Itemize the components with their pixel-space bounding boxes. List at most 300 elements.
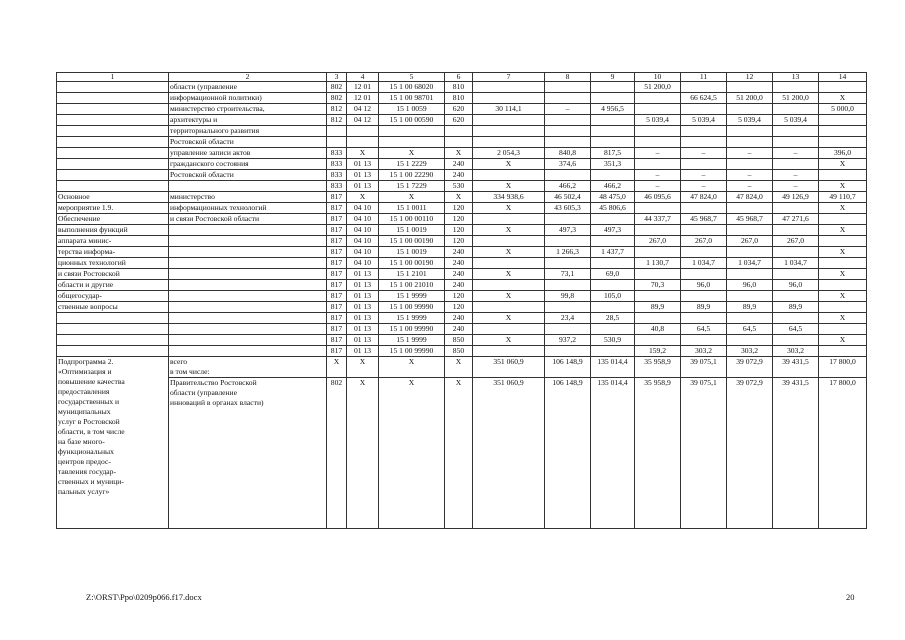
executor-cell: управление записи актов [169,148,327,159]
value-cell: 120 [445,203,473,214]
value-cell: 45 806,6 [591,203,635,214]
value-cell: 01 13 [347,280,379,291]
value-cell: 240 [445,313,473,324]
value-cell: X [445,148,473,159]
value-cell: 530 [445,181,473,192]
value-cell: 105,0 [591,291,635,302]
value-cell: 240 [445,247,473,258]
value-cell: 39 075,1 [681,378,727,529]
value-cell: 120 [445,302,473,313]
government-label-cell [169,378,327,529]
table-row [57,225,867,236]
value-cell: 833 [327,170,347,181]
value-cell [473,302,545,313]
value-cell [819,126,867,137]
table-row [57,247,867,258]
value-cell: 351,3 [591,159,635,170]
value-cell: 51 200,0 [773,93,819,104]
value-cell: 817 [327,203,347,214]
value-cell [681,104,727,115]
executor-cell [169,291,327,302]
value-cell: – [773,181,819,192]
executor-cell: гражданского состояния [169,159,327,170]
header-cell: 10 [635,73,681,82]
value-cell: 15 1 00 00190 [379,258,445,269]
value-cell: 120 [445,236,473,247]
value-cell: 466,2 [545,181,591,192]
subprogram-government-row [57,378,867,529]
value-cell: 267,0 [635,236,681,247]
value-cell: – [635,181,681,192]
value-cell [591,126,635,137]
program-cell [57,170,169,181]
value-cell: 89,9 [681,302,727,313]
value-cell: 15 1 9999 [379,335,445,346]
value-cell: X [473,313,545,324]
value-cell: 23,4 [545,313,591,324]
value-cell: 120 [445,291,473,302]
value-cell [545,302,591,313]
value-cell: X [327,357,347,378]
value-cell: 240 [445,170,473,181]
value-cell [545,324,591,335]
table-row [57,346,867,357]
subprogram-title-line: на базе много- [58,437,105,446]
value-cell: X [473,159,545,170]
value-cell [819,324,867,335]
value-cell: 15 1 00 00190 [379,236,445,247]
value-cell: 5 000,0 [819,104,867,115]
value-cell: X [347,357,379,378]
table-row [57,192,867,203]
value-cell [545,126,591,137]
value-cell: 802 [327,378,347,529]
program-cell: общегосудар- [57,291,169,302]
header-row [57,73,867,82]
executor-cell [169,302,327,313]
value-cell [681,335,727,346]
value-cell [445,126,473,137]
value-cell: – [727,181,773,192]
program-cell: выполнения функций [57,225,169,236]
footer-file-path: Z:\ORST\Ppo\0209p066.f17.docx [86,592,202,602]
header-cell: 11 [681,73,727,82]
value-cell: 120 [445,214,473,225]
value-cell: X [473,335,545,346]
value-cell: X [473,291,545,302]
value-cell [635,225,681,236]
value-cell: 5 039,4 [635,115,681,126]
executor-cell: министерство строительства, [169,104,327,115]
value-cell: 817 [327,324,347,335]
value-cell: 01 13 [347,335,379,346]
value-cell [681,313,727,324]
value-cell [591,236,635,247]
value-cell: X [819,291,867,302]
value-cell [635,291,681,302]
value-cell: 39 431,5 [773,357,819,378]
table-row [57,203,867,214]
value-cell [773,82,819,93]
value-cell: X [473,181,545,192]
executor-cell [169,313,327,324]
value-cell [727,247,773,258]
value-cell: 135 014,4 [591,378,635,529]
program-cell [57,82,169,93]
value-cell [773,137,819,148]
value-cell: 17 800,0 [819,378,867,529]
program-cell: ственные вопросы [57,302,169,313]
value-cell [727,159,773,170]
value-cell [473,170,545,181]
value-cell: 64,5 [681,324,727,335]
value-cell: 937,2 [545,335,591,346]
value-cell [819,137,867,148]
value-cell: 15 1 0011 [379,203,445,214]
total-label-line: в том числе: [170,367,210,376]
value-cell: 30 114,1 [473,104,545,115]
header-cell: 6 [445,73,473,82]
header-cell: 7 [473,73,545,82]
table-row [57,269,867,280]
value-cell [681,269,727,280]
value-cell: 374,6 [545,159,591,170]
value-cell: – [681,148,727,159]
value-cell: X [347,148,379,159]
subprogram-title-line: области, в том числе [58,427,125,436]
value-cell [727,225,773,236]
value-cell: 833 [327,148,347,159]
value-cell: 15 1 0019 [379,247,445,258]
header-cell: 1 [57,73,169,82]
value-cell: 40,8 [635,324,681,335]
value-cell: 120 [445,225,473,236]
value-cell: 49 126,9 [773,192,819,203]
value-cell [635,335,681,346]
value-cell [635,137,681,148]
value-cell [347,137,379,148]
value-cell [727,335,773,346]
value-cell: 15 1 00 99990 [379,302,445,313]
value-cell: – [545,104,591,115]
executor-cell: министерство [169,192,327,203]
executor-cell: архитектуры и [169,115,327,126]
value-cell: 15 1 00 00110 [379,214,445,225]
value-cell [773,225,819,236]
value-cell: X [445,357,473,378]
value-cell [819,346,867,357]
value-cell [591,324,635,335]
subprogram-title-cell [57,357,169,529]
value-cell: 817 [327,247,347,258]
value-cell: 817 [327,214,347,225]
value-cell: 70,3 [635,280,681,291]
value-cell: 267,0 [681,236,727,247]
subprogram-title-line: тавления государ- [58,467,117,476]
program-cell: терства информа- [57,247,169,258]
value-cell: – [773,170,819,181]
program-cell [57,313,169,324]
value-cell: 817,5 [591,148,635,159]
value-cell: X [473,269,545,280]
header-cell: 4 [347,73,379,82]
value-cell [591,82,635,93]
value-cell: 96,0 [773,280,819,291]
value-cell [545,236,591,247]
executor-cell [169,324,327,335]
value-cell: 817 [327,346,347,357]
value-cell [819,258,867,269]
value-cell [773,335,819,346]
value-cell: 833 [327,181,347,192]
value-cell: 64,5 [773,324,819,335]
program-cell: области и другие [57,280,169,291]
value-cell: 240 [445,269,473,280]
value-cell: 850 [445,346,473,357]
value-cell: 15 1 7229 [379,181,445,192]
value-cell: 64,5 [727,324,773,335]
value-cell [545,170,591,181]
value-cell: 01 13 [347,346,379,357]
subprogram-title-line: ственных и муници- [58,477,124,486]
value-cell [591,302,635,313]
value-cell: 15 1 00 68020 [379,82,445,93]
value-cell: X [379,192,445,203]
header-cell: 14 [819,73,867,82]
value-cell: 47 271,6 [773,214,819,225]
value-cell [635,247,681,258]
value-cell [545,214,591,225]
value-cell: 810 [445,93,473,104]
subprogram-title-line: муниципальных [58,407,111,416]
program-cell: Основное [57,192,169,203]
value-cell: 466,2 [591,181,635,192]
value-cell [773,291,819,302]
value-cell [445,137,473,148]
executor-cell: Ростовской области [169,170,327,181]
value-cell: 810 [445,82,473,93]
value-cell [681,225,727,236]
table-row [57,324,867,335]
value-cell: 2 054,3 [473,148,545,159]
value-cell: 01 13 [347,181,379,192]
executor-cell: информационных технологий [169,203,327,214]
value-cell: 15 1 00 99990 [379,346,445,357]
value-cell: 303,2 [681,346,727,357]
value-cell: 303,2 [773,346,819,357]
value-cell [591,346,635,357]
government-label-line: инноваций в органах власти) [170,398,264,407]
value-cell [819,280,867,291]
value-cell [819,115,867,126]
value-cell: 01 13 [347,159,379,170]
header-cell: 2 [169,73,327,82]
value-cell: 89,9 [635,302,681,313]
value-cell: 01 13 [347,302,379,313]
value-cell: 303,2 [727,346,773,357]
table-row [57,170,867,181]
value-cell: 04 10 [347,236,379,247]
value-cell [773,313,819,324]
value-cell [635,104,681,115]
value-cell: 497,3 [591,225,635,236]
value-cell: 15 1 9999 [379,313,445,324]
value-cell: 817 [327,236,347,247]
value-cell: 812 [327,104,347,115]
table-row [57,104,867,115]
value-cell [681,159,727,170]
value-cell: 28,5 [591,313,635,324]
value-cell: 35 958,9 [635,357,681,378]
value-cell: – [635,148,681,159]
value-cell: 49 110,7 [819,192,867,203]
government-label-line: Правительство Ростовской [170,378,257,387]
value-cell [545,137,591,148]
table-row [57,126,867,137]
value-cell [819,302,867,313]
value-cell: 04 10 [347,203,379,214]
executor-cell [169,225,327,236]
header-cell: 3 [327,73,347,82]
value-cell: X [819,159,867,170]
value-cell: 240 [445,159,473,170]
value-cell [773,104,819,115]
executor-cell [169,335,327,346]
value-cell: X [819,335,867,346]
value-cell [819,170,867,181]
header-cell: 13 [773,73,819,82]
value-cell: 04 10 [347,225,379,236]
value-cell: 01 13 [347,170,379,181]
value-cell [635,126,681,137]
value-cell [681,126,727,137]
value-cell: 1 034,7 [681,258,727,269]
program-cell [57,324,169,335]
value-cell: – [773,148,819,159]
program-cell: ционных технологий [57,258,169,269]
value-cell [591,115,635,126]
value-cell: 817 [327,269,347,280]
table-row [57,313,867,324]
value-cell: 15 1 0059 [379,104,445,115]
program-cell: Обеспечение [57,214,169,225]
value-cell: 620 [445,115,473,126]
table-row [57,148,867,159]
value-cell: 240 [445,324,473,335]
program-cell [57,104,169,115]
value-cell [327,126,347,137]
value-cell [473,82,545,93]
value-cell [591,93,635,104]
value-cell: – [727,148,773,159]
value-cell: 833 [327,159,347,170]
header-cell: 9 [591,73,635,82]
value-cell [681,291,727,302]
value-cell: 817 [327,258,347,269]
value-cell: 159,2 [635,346,681,357]
value-cell [727,291,773,302]
value-cell: 44 337,7 [635,214,681,225]
value-cell [635,203,681,214]
value-cell: 15 1 00 21010 [379,280,445,291]
value-cell [635,159,681,170]
value-cell [635,93,681,104]
executor-cell: территориального развития [169,126,327,137]
value-cell: – [727,170,773,181]
value-cell [635,269,681,280]
value-cell: 817 [327,192,347,203]
value-cell: 48 475,0 [591,192,635,203]
value-cell [347,126,379,137]
value-cell [819,82,867,93]
value-cell [473,126,545,137]
value-cell: 497,3 [545,225,591,236]
value-cell: 15 1 0019 [379,225,445,236]
value-cell [591,137,635,148]
value-cell: 45 968,7 [727,214,773,225]
value-cell: X [819,225,867,236]
executor-cell [169,280,327,291]
value-cell: 12 01 [347,93,379,104]
value-cell [545,93,591,104]
value-cell: X [347,378,379,529]
table-body [57,73,867,529]
executor-cell: Ростовской области [169,137,327,148]
value-cell: 240 [445,258,473,269]
value-cell: 812 [327,115,347,126]
value-cell: 12 01 [347,82,379,93]
value-cell: 5 039,4 [727,115,773,126]
value-cell: – [635,170,681,181]
value-cell: 15 1 00 98701 [379,93,445,104]
executor-cell [169,247,327,258]
value-cell [545,280,591,291]
program-cell [57,126,169,137]
value-cell [727,313,773,324]
value-cell: X [819,313,867,324]
value-cell [473,214,545,225]
value-cell: 39 072,9 [727,357,773,378]
value-cell: 04 10 [347,214,379,225]
value-cell [773,159,819,170]
value-cell [473,258,545,269]
value-cell [545,258,591,269]
value-cell: X [379,378,445,529]
value-cell: 73,1 [545,269,591,280]
value-cell [545,115,591,126]
header-cell: 5 [379,73,445,82]
value-cell: 334 938,6 [473,192,545,203]
value-cell: 267,0 [727,236,773,247]
value-cell [773,203,819,214]
value-cell [473,115,545,126]
value-cell: 802 [327,82,347,93]
value-cell: 46 095,6 [635,192,681,203]
value-cell: 01 13 [347,291,379,302]
value-cell [635,313,681,324]
value-cell [727,126,773,137]
value-cell: 4 956,5 [591,104,635,115]
value-cell: 01 13 [347,313,379,324]
program-cell [57,137,169,148]
value-cell: X [445,192,473,203]
value-cell: 99,8 [545,291,591,302]
value-cell: 39 075,1 [681,357,727,378]
value-cell: 267,0 [773,236,819,247]
value-cell: 47 824,0 [727,192,773,203]
program-cell: мероприятие 1.9. [57,203,169,214]
value-cell [379,126,445,137]
